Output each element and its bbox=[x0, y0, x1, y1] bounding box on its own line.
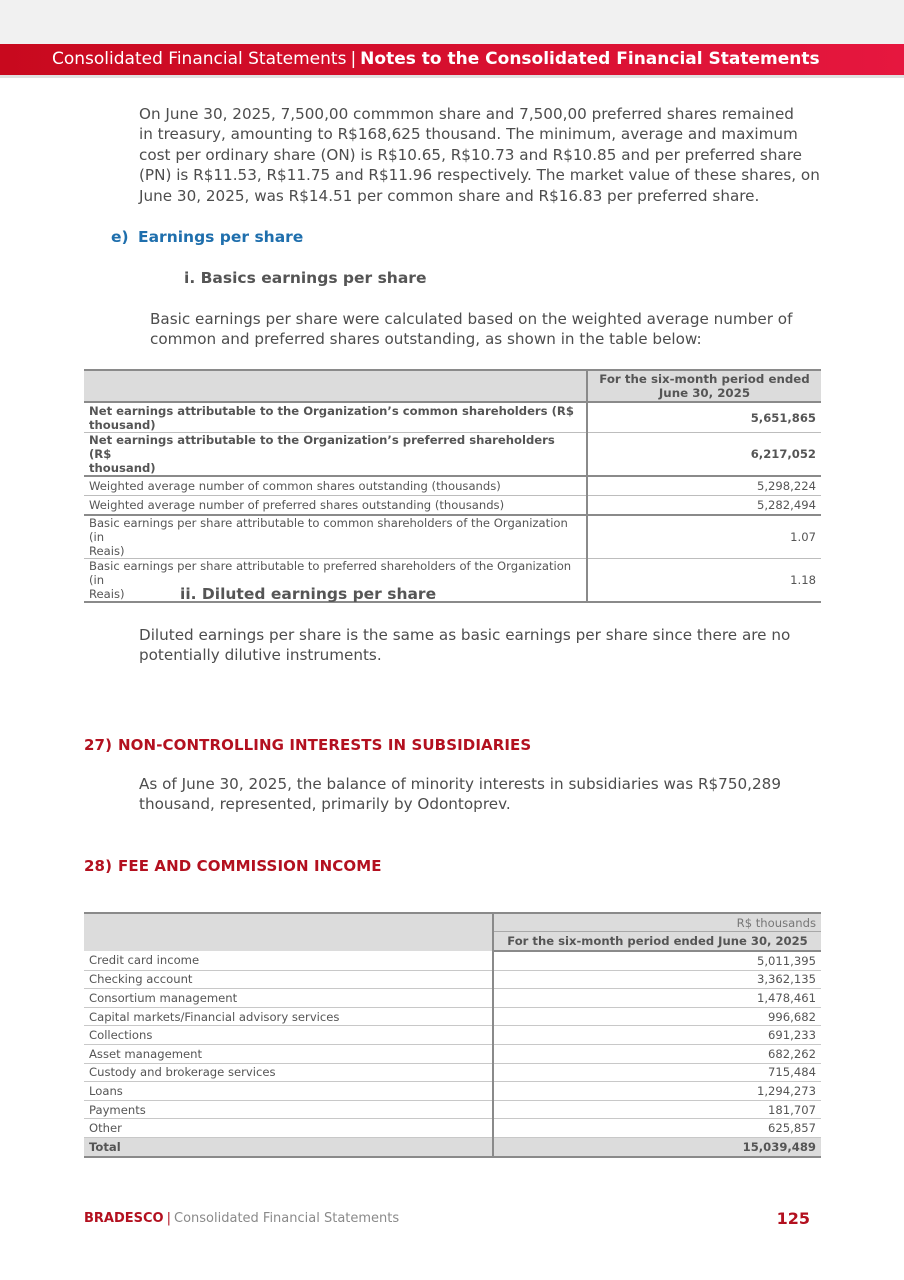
header-title: Notes to the Consolidated Financial Statements bbox=[360, 49, 820, 69]
row-label: Basic earnings per share attributable to common shareholders of the Organization (in Reais) bbox=[84, 515, 587, 559]
paragraph-line: On June 30, 2025, 7,500,00 commmon share and 7,500,00 preferred shares remained bbox=[139, 105, 794, 123]
total-label: Total bbox=[84, 1137, 493, 1156]
row-value: 5,011,395 bbox=[493, 951, 821, 970]
row-value: 5,298,224 bbox=[587, 476, 821, 496]
total-value: 15,039,489 bbox=[493, 1137, 821, 1156]
row-value: 715,484 bbox=[493, 1063, 821, 1082]
section-number: e) bbox=[111, 228, 129, 246]
row-label: Custody and brokerage services bbox=[84, 1063, 493, 1082]
table-row bbox=[84, 1007, 821, 1026]
row-label: Checking account bbox=[84, 970, 493, 989]
row-value: 625,857 bbox=[493, 1119, 821, 1138]
row-label: Weighted average number of common shares outstanding (thousands) bbox=[84, 476, 587, 496]
period-cell: For the six-month period ended June 30, 2025 bbox=[493, 932, 821, 952]
paragraph-line: cost per ordinary share (ON) is R$10.65, R$10.73 and R$10.85 and per preferred share bbox=[139, 145, 803, 164]
row-value: 181,707 bbox=[493, 1100, 821, 1119]
table-row bbox=[84, 970, 821, 989]
section-28-heading bbox=[84, 857, 382, 875]
nci-paragraph bbox=[139, 774, 821, 815]
treasury-paragraph bbox=[139, 104, 821, 206]
basic-eps-paragraph bbox=[150, 309, 821, 350]
table-header-row bbox=[84, 913, 821, 932]
row-value: 5,651,865 bbox=[587, 402, 821, 433]
table-row bbox=[84, 1100, 821, 1119]
row-label: Credit card income bbox=[84, 951, 493, 970]
table-row bbox=[84, 496, 821, 516]
row-label: Payments bbox=[84, 1100, 493, 1119]
brand-name: BRADESCO bbox=[84, 1211, 164, 1226]
page-header-bar bbox=[0, 44, 904, 75]
row-value: 3,362,135 bbox=[493, 970, 821, 989]
row-label: Capital markets/Financial advisory services bbox=[84, 1007, 493, 1026]
diluted-eps-paragraph bbox=[139, 625, 821, 666]
paragraph-line: As of June 30, 2025, the balance of minority interests in subsidiaries was R$750,289 bbox=[139, 775, 781, 793]
table-row bbox=[84, 1063, 821, 1082]
header-empty-cell bbox=[84, 370, 587, 402]
section-title: Earnings per share bbox=[138, 228, 304, 246]
table-header-row bbox=[84, 370, 821, 402]
paragraph-line: Diluted earnings per share is the same as basic earnings per share since there are no bbox=[139, 626, 791, 644]
row-value: 682,262 bbox=[493, 1044, 821, 1063]
fee-income-table bbox=[84, 912, 821, 1158]
row-value: 5,282,494 bbox=[587, 496, 821, 516]
row-label: Asset management bbox=[84, 1044, 493, 1063]
header-separator: | bbox=[350, 49, 357, 69]
row-value: 1,478,461 bbox=[493, 989, 821, 1008]
paragraph-line: common and preferred shares outstanding, as shown in the table below: bbox=[150, 330, 702, 349]
table-row bbox=[84, 1082, 821, 1101]
header-section: Consolidated Financial Statements bbox=[52, 49, 347, 69]
paragraph-line: in treasury, amounting to R$168,625 thousand. The minimum, average and maximum bbox=[139, 125, 798, 144]
row-value: 996,682 bbox=[493, 1007, 821, 1026]
table-row bbox=[84, 433, 821, 477]
section-number: 28) bbox=[84, 857, 113, 875]
row-label: Loans bbox=[84, 1082, 493, 1101]
footer-text: Consolidated Financial Statements bbox=[174, 1211, 400, 1226]
row-label: Weighted average number of preferred shares outstanding (thousands) bbox=[84, 496, 587, 516]
total-row bbox=[84, 1137, 821, 1156]
footer-separator: | bbox=[166, 1211, 171, 1226]
row-label: Collections bbox=[84, 1026, 493, 1045]
table-row bbox=[84, 1044, 821, 1063]
section-title: NON-CONTROLLING INTERESTS IN SUBSIDIARIES bbox=[118, 736, 532, 754]
header-period-cell bbox=[587, 370, 821, 402]
table-row bbox=[84, 989, 821, 1008]
table-row bbox=[84, 1119, 821, 1138]
page-number: 125 bbox=[776, 1209, 810, 1228]
header-line: June 30, 2025 bbox=[658, 386, 751, 400]
section-number: 27) bbox=[84, 736, 113, 754]
row-label: Net earnings attributable to the Organization’s preferred shareholders (R$ thousand) bbox=[84, 433, 587, 477]
row-value: 1.18 bbox=[587, 559, 821, 603]
diluted-eps-heading: ii. Diluted earnings per share bbox=[180, 585, 437, 603]
unit-cell: R$ thousands bbox=[493, 913, 821, 932]
header-empty-cell bbox=[84, 913, 493, 951]
row-label: Net earnings attributable to the Organization’s common shareholders (R$ thousand) bbox=[84, 402, 587, 433]
table-row bbox=[84, 1026, 821, 1045]
paragraph-line: June 30, 2025, was R$14.51 per common share and R$16.83 per preferred share. bbox=[139, 186, 760, 205]
section-title: FEE AND COMMISSION INCOME bbox=[118, 857, 382, 875]
row-label: Consortium management bbox=[84, 989, 493, 1008]
basic-eps-heading: i. Basics earnings per share bbox=[184, 269, 427, 287]
row-value: 1.07 bbox=[587, 515, 821, 559]
table-row bbox=[84, 515, 821, 559]
header-line: For the six-month period ended bbox=[599, 372, 810, 386]
page-footer bbox=[84, 1211, 399, 1226]
paragraph-line: potentially dilutive instruments. bbox=[139, 646, 382, 665]
eps-table bbox=[84, 369, 821, 603]
row-value: 6,217,052 bbox=[587, 433, 821, 477]
paragraph-line: Basic earnings per share were calculated based on the weighted average number of bbox=[150, 310, 793, 328]
paragraph-line: (PN) is R$11.53, R$11.75 and R$11.96 respectively. The market value of these shares, on bbox=[139, 166, 820, 185]
table-row bbox=[84, 951, 821, 970]
row-value: 691,233 bbox=[493, 1026, 821, 1045]
top-band bbox=[0, 0, 904, 44]
paragraph-line: thousand, represented, primarily by Odontoprev. bbox=[139, 795, 511, 814]
table-row bbox=[84, 402, 821, 433]
header-shadow bbox=[0, 75, 904, 78]
table-row bbox=[84, 476, 821, 496]
row-label: Basic earnings per share attributable to preferred shareholders of the Organization (in Reais) bbox=[84, 559, 587, 603]
row-label: Other bbox=[84, 1119, 493, 1138]
row-value: 1,294,273 bbox=[493, 1082, 821, 1101]
section-27-heading bbox=[84, 736, 531, 754]
section-e-heading bbox=[111, 228, 303, 246]
